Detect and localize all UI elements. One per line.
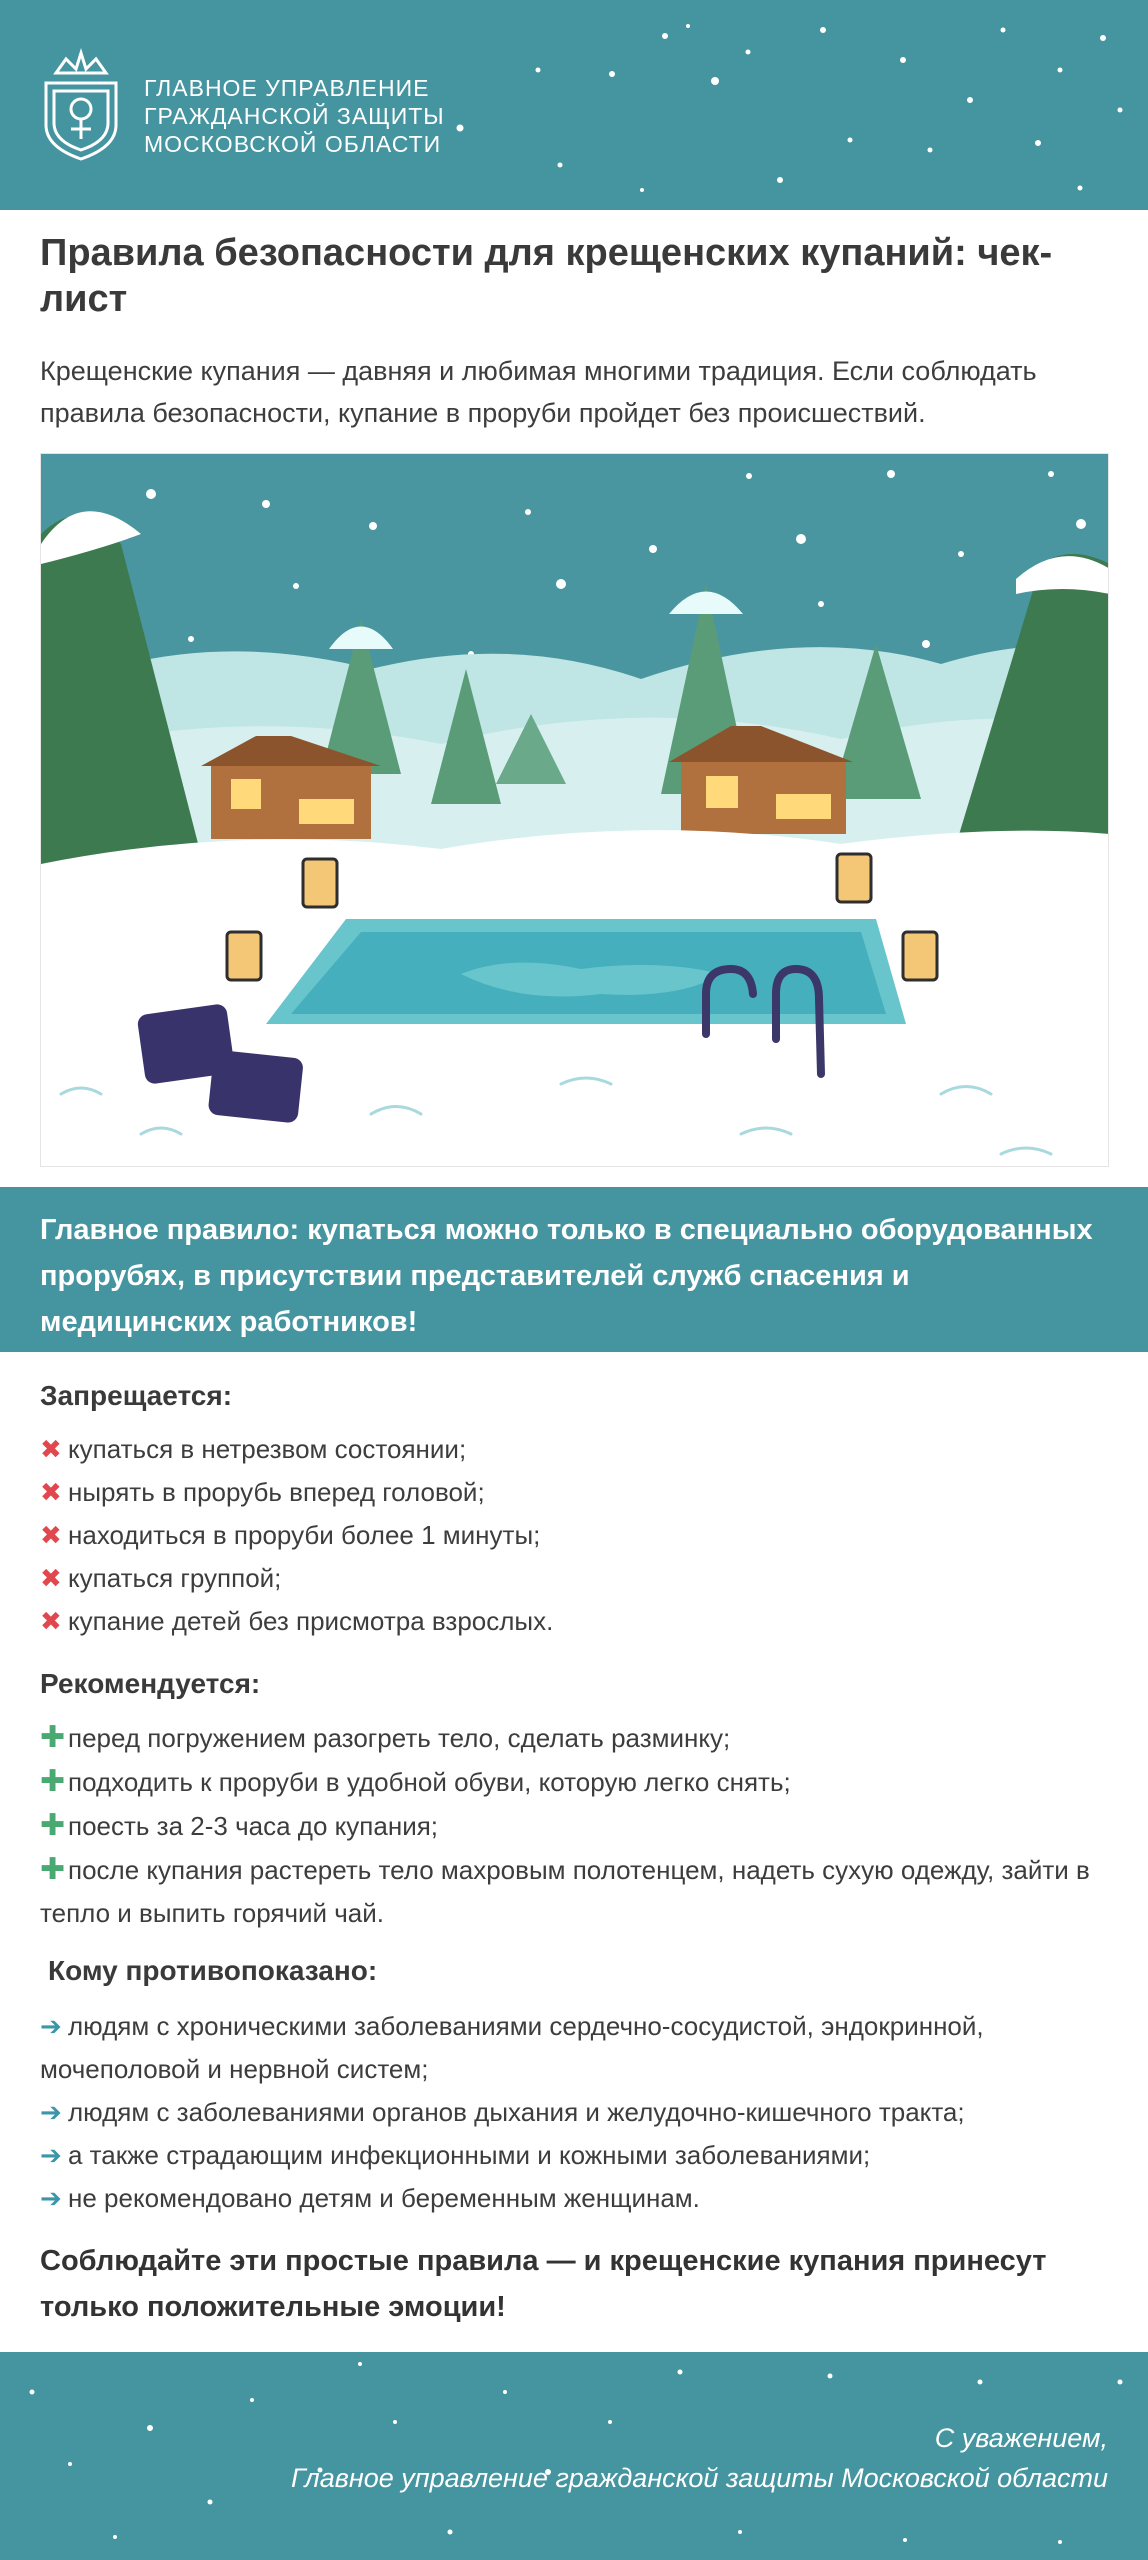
- cross-icon: ✖: [40, 1606, 62, 1636]
- signature-organization: Главное управление гражданской защиты Московской области: [291, 2463, 1108, 2493]
- plus-icon: ✚: [40, 1765, 66, 1798]
- signature: [291, 2418, 1108, 2498]
- illustration-svg: [41, 454, 1109, 1167]
- cross-icon: ✖: [40, 1520, 62, 1550]
- list-item: ✚ поесть за 2-3 часа до купания;: [40, 1804, 1115, 1848]
- prohibited-list: [40, 1428, 1115, 1643]
- plus-icon: ✚: [40, 1721, 66, 1754]
- winter-ice-hole-illustration: [40, 453, 1109, 1167]
- list-item: ✖ находиться в проруби более 1 минуты;: [40, 1514, 1115, 1557]
- intro-text: Крещенские купания — давняя и любимая многими традиция. Если соблюдать правила безопасности, купание в проруби пройдет без происшествий.: [40, 356, 1037, 428]
- signature-greeting: С уважением,: [934, 2423, 1108, 2453]
- list-item: ✚ после купания растереть тело махровым полотенцем, надеть сухую одежду, зайти в тепло и выпить горячий чай.: [40, 1848, 1115, 1935]
- org-line-3: МОСКОВСКОЙ ОБЛАСТИ: [144, 131, 442, 157]
- list-item: ✖ купаться группой;: [40, 1557, 1115, 1600]
- list-item: ➔ не рекомендовано детям и беременным женщинам.: [40, 2177, 1115, 2220]
- main-rule-banner: Главное правило: купаться можно только в специально оборудованных прорубях, в присутствии представителей служб спасения и медицинских работников!: [0, 1187, 1148, 1352]
- cross-icon: ✖: [40, 1434, 62, 1464]
- recommended-list: [40, 1716, 1115, 1935]
- list-item: ✚ подходить к проруби в удобной обуви, которую легко снять;: [40, 1760, 1115, 1804]
- arrow-right-icon: ➔: [40, 2183, 62, 2213]
- org-line-1: ГЛАВНОЕ УПРАВЛЕНИЕ: [144, 75, 430, 101]
- prohibited-title: Запрещается:: [40, 1380, 233, 1411]
- plus-icon: ✚: [40, 1853, 66, 1886]
- coat-of-arms-icon: [38, 45, 124, 165]
- arrow-right-icon: ➔: [40, 2011, 62, 2041]
- plus-icon: ✚: [40, 1809, 66, 1842]
- header-banner: [0, 0, 1148, 210]
- recommended-title: Рекомендуется:: [40, 1668, 261, 1699]
- cross-icon: ✖: [40, 1563, 62, 1593]
- footer-banner: [0, 2352, 1148, 2560]
- list-item: ➔ а также страдающим инфекционными и кожными заболеваниями;: [40, 2134, 1115, 2177]
- org-line-2: ГРАЖДАНСКОЙ ЗАЩИТЫ: [144, 103, 445, 129]
- list-item: ✖ нырять в прорубь вперед головой;: [40, 1471, 1115, 1514]
- contraindicated-title: Кому противопоказано:: [48, 1955, 378, 1986]
- list-item: ➔ людям с хроническими заболеваниями сердечно-сосудистой, эндокринной, мочеполовой и нервной систем;: [40, 2005, 1115, 2091]
- list-item: ✖ купаться в нетрезвом состоянии;: [40, 1428, 1115, 1471]
- page-title: Правила безопасности для крещенских купаний: чек-лист: [40, 232, 1053, 320]
- arrow-right-icon: ➔: [40, 2097, 62, 2127]
- list-item: ✖ купание детей без присмотра взрослых.: [40, 1600, 1115, 1643]
- cross-icon: ✖: [40, 1477, 62, 1507]
- list-item: ➔ людям с заболеваниями органов дыхания и желудочно-кишечного тракта;: [40, 2091, 1115, 2134]
- contraindicated-list: [40, 2005, 1115, 2220]
- closing-text: Соблюдайте эти простые правила — и крещенские купания принесут только положительные эмоции!: [40, 2245, 1047, 2323]
- list-item: ✚ перед погружением разогреть тело, сделать разминку;: [40, 1716, 1115, 1760]
- organization-name: [144, 74, 445, 158]
- arrow-right-icon: ➔: [40, 2140, 62, 2170]
